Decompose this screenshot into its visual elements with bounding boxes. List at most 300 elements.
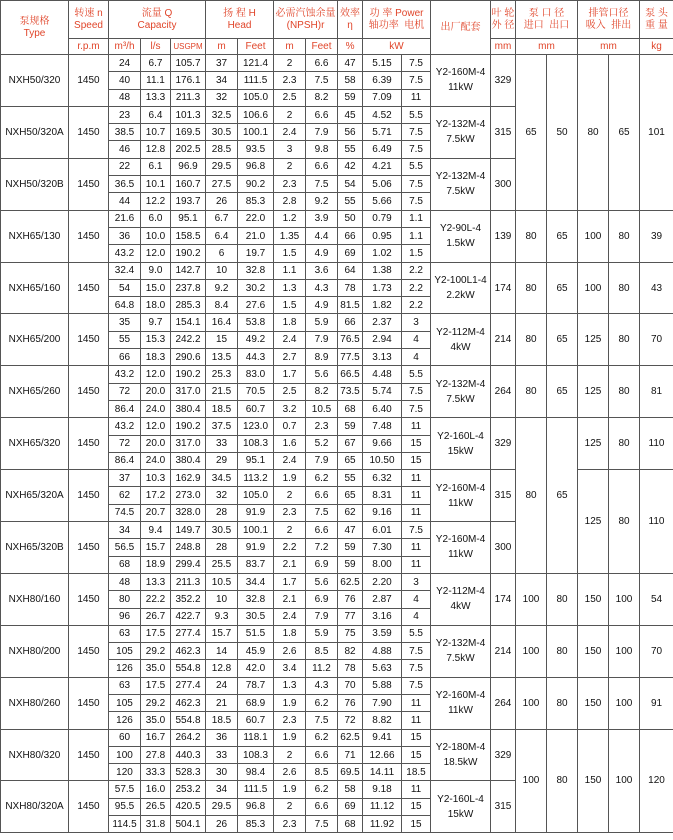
model-type: NXH80/200 (1, 625, 69, 677)
shaft-power-value: 6.39 (363, 72, 402, 89)
motor-model: Y2-132M-4 (435, 638, 486, 650)
flow-usgpm-value: 504.1 (171, 816, 206, 833)
flow-ls-value: 22.2 (141, 591, 171, 608)
motor-power-value: 15 (402, 816, 431, 833)
flow-m3h-value: 37 (109, 470, 141, 487)
impeller-value: 329 (491, 729, 516, 781)
flow-m3h-value: 55 (109, 331, 141, 348)
efficiency-value: 73.5 (338, 383, 363, 400)
head-feet-value: 105.0 (238, 487, 274, 504)
head-feet-value: 78.7 (238, 677, 274, 694)
efficiency-value: 67 (338, 435, 363, 452)
discharge-value: 80 (609, 418, 640, 470)
motor-power-value: 4 (402, 591, 431, 608)
efficiency-value: 77.5 (338, 349, 363, 366)
flow-usgpm-value: 317.0 (171, 435, 206, 452)
flow-m3h-value: 86.4 (109, 452, 141, 469)
head-m-value: 37.5 (206, 418, 238, 435)
motor-value (431, 366, 491, 418)
head-feet-value: 22.0 (238, 210, 274, 227)
efficiency-value: 59 (338, 556, 363, 573)
npsh-feet-value: 7.9 (306, 452, 338, 469)
flow-ls-value: 33.3 (141, 764, 171, 781)
efficiency-value: 75 (338, 625, 363, 642)
table-row (1, 729, 673, 746)
npsh-m-value: 2.5 (274, 89, 306, 106)
flow-m3h-value: 95.5 (109, 798, 141, 815)
suction-value: 150 (578, 625, 609, 677)
flow-m3h-value: 72 (109, 435, 141, 452)
shaft-power-value: 11.92 (363, 816, 402, 833)
speed-value: 1450 (69, 366, 109, 418)
shaft-power-value: 4.88 (363, 643, 402, 660)
motor-power-value: 11 (402, 781, 431, 798)
motor-power-value: 7.5 (402, 193, 431, 210)
npsh-feet-value: 6.6 (306, 522, 338, 539)
shaft-power-value: 1.82 (363, 297, 402, 314)
header-speed: 转速 n Speed (69, 1, 109, 39)
npsh-m-value: 2.6 (274, 764, 306, 781)
flow-m3h-value: 74.5 (109, 504, 141, 521)
npsh-feet-value: 6.6 (306, 798, 338, 815)
efficiency-value: 76.5 (338, 331, 363, 348)
shaft-power-value: 3.16 (363, 608, 402, 625)
model-type: NXH65/130 (1, 210, 69, 262)
efficiency-value: 55 (338, 141, 363, 158)
flow-usgpm-value: 142.7 (171, 262, 206, 279)
table-row (1, 418, 673, 435)
npsh-feet-value: 8.2 (306, 383, 338, 400)
npsh-feet-value: 7.9 (306, 331, 338, 348)
speed-value: 1450 (69, 677, 109, 729)
flow-ls-value: 20.0 (141, 435, 171, 452)
motor-value (431, 677, 491, 729)
motor-rating: 4kW (450, 601, 471, 613)
flow-m3h-value: 22 (109, 158, 141, 175)
npsh-feet-value: 6.2 (306, 470, 338, 487)
flow-ls-value: 29.2 (141, 643, 171, 660)
npsh-m-value: 1.8 (274, 625, 306, 642)
head-m-value: 27.5 (206, 176, 238, 193)
flow-usgpm-value: 190.2 (171, 245, 206, 262)
discharge-value: 80 (609, 210, 640, 262)
efficiency-value: 66 (338, 227, 363, 244)
flow-ls-value: 26.7 (141, 608, 171, 625)
head-feet-value: 91.9 (238, 539, 274, 556)
motor-power-value: 18.5 (402, 764, 431, 781)
npsh-m-value: 2.7 (274, 349, 306, 366)
npsh-m-value: 2.1 (274, 556, 306, 573)
flow-m3h-value: 43.2 (109, 418, 141, 435)
npsh-m-value: 1.7 (274, 573, 306, 590)
head-m-value: 28.5 (206, 141, 238, 158)
outlet-value: 80 (547, 625, 578, 677)
flow-usgpm-value: 422.7 (171, 608, 206, 625)
motor-power-value: 11 (402, 712, 431, 729)
head-feet-value: 34.4 (238, 573, 274, 590)
flow-ls-value: 12.0 (141, 245, 171, 262)
flow-m3h-value: 63 (109, 677, 141, 694)
unit-npsh-feet: Feet (306, 39, 338, 55)
inlet-value: 100 (516, 625, 547, 677)
speed-value: 1450 (69, 470, 109, 522)
outlet-value: 65 (547, 366, 578, 418)
head-m-value: 25.5 (206, 556, 238, 573)
npsh-m-value: 1.5 (274, 297, 306, 314)
head-m-value: 10.5 (206, 573, 238, 590)
head-feet-value: 90.2 (238, 176, 274, 193)
weight-value: 91 (640, 677, 673, 729)
npsh-m-value: 2.3 (274, 712, 306, 729)
shaft-power-value: 9.41 (363, 729, 402, 746)
npsh-m-value: 3.2 (274, 400, 306, 417)
unit-npsh-m: m (274, 39, 306, 55)
speed-value: 1450 (69, 158, 109, 210)
efficiency-value: 71 (338, 746, 363, 763)
npsh-feet-value: 4.4 (306, 227, 338, 244)
npsh-m-value: 1.9 (274, 470, 306, 487)
inlet-value: 65 (516, 55, 547, 211)
inlet-value: 100 (516, 677, 547, 729)
head-m-value: 14 (206, 643, 238, 660)
head-feet-value: 30.2 (238, 279, 274, 296)
head-m-value: 6 (206, 245, 238, 262)
head-feet-value: 123.0 (238, 418, 274, 435)
flow-usgpm-value: 352.2 (171, 591, 206, 608)
npsh-feet-value: 4.9 (306, 245, 338, 262)
suction-value: 150 (578, 677, 609, 729)
flow-m3h-value: 44 (109, 193, 141, 210)
motor-rating: 4kW (450, 341, 471, 353)
efficiency-value: 45 (338, 106, 363, 123)
shaft-power-value: 14.11 (363, 764, 402, 781)
flow-ls-value: 10.1 (141, 176, 171, 193)
head-m-value: 9.2 (206, 279, 238, 296)
motor-model: Y2-90L-4 (439, 223, 482, 235)
head-feet-value: 53.8 (238, 314, 274, 331)
head-m-value: 34 (206, 72, 238, 89)
flow-m3h-value: 114.5 (109, 816, 141, 833)
flow-ls-value: 12.2 (141, 193, 171, 210)
npsh-m-value: 0.7 (274, 418, 306, 435)
shaft-power-value: 12.66 (363, 746, 402, 763)
flow-ls-value: 10.0 (141, 227, 171, 244)
table-row (1, 625, 673, 642)
flow-ls-value: 16.7 (141, 729, 171, 746)
motor-power-value: 7.5 (402, 400, 431, 417)
flow-m3h-value: 48 (109, 573, 141, 590)
head-m-value: 18.5 (206, 400, 238, 417)
shaft-power-value: 4.52 (363, 106, 402, 123)
flow-ls-value: 16.0 (141, 781, 171, 798)
npsh-m-value: 2 (274, 106, 306, 123)
motor-power-value: 11 (402, 89, 431, 106)
outlet-value: 80 (547, 573, 578, 625)
efficiency-value: 68 (338, 816, 363, 833)
flow-m3h-value: 34 (109, 522, 141, 539)
head-m-value: 15 (206, 331, 238, 348)
motor-value (431, 210, 491, 262)
efficiency-value: 77 (338, 608, 363, 625)
efficiency-value: 62.5 (338, 729, 363, 746)
shaft-power-value: 8.00 (363, 556, 402, 573)
table-row (1, 314, 673, 331)
unit-head-feet: Feet (238, 39, 274, 55)
efficiency-value: 70 (338, 677, 363, 694)
unit-pipe-port: mm (578, 39, 640, 55)
motor-value (431, 314, 491, 366)
inlet-value: 80 (516, 418, 547, 574)
motor-power-value: 11 (402, 694, 431, 711)
head-m-value: 26 (206, 816, 238, 833)
flow-ls-value: 9.4 (141, 522, 171, 539)
table-row (1, 366, 673, 383)
model-type: NXH65/200 (1, 314, 69, 366)
head-feet-value: 111.5 (238, 72, 274, 89)
flow-ls-value: 20.0 (141, 383, 171, 400)
npsh-feet-value: 7.5 (306, 72, 338, 89)
motor-power-value: 7.5 (402, 643, 431, 660)
inlet-value: 80 (516, 262, 547, 314)
discharge-value: 100 (609, 677, 640, 729)
impeller-value: 300 (491, 158, 516, 210)
speed-value: 1450 (69, 418, 109, 470)
model-type: NXH50/320A (1, 106, 69, 158)
npsh-feet-value: 6.2 (306, 729, 338, 746)
shaft-power-value: 7.48 (363, 418, 402, 435)
flow-usgpm-value: 317.0 (171, 383, 206, 400)
impeller-value: 300 (491, 522, 516, 574)
head-feet-value: 44.3 (238, 349, 274, 366)
head-feet-value: 83.7 (238, 556, 274, 573)
npsh-feet-value: 7.5 (306, 712, 338, 729)
flow-m3h-value: 64.8 (109, 297, 141, 314)
efficiency-value: 42 (338, 158, 363, 175)
motor-power-value: 7.5 (402, 522, 431, 539)
efficiency-value: 66 (338, 314, 363, 331)
motor-rating: 7.5kW (446, 393, 475, 405)
discharge-value: 100 (609, 573, 640, 625)
flow-ls-value: 18.9 (141, 556, 171, 573)
head-feet-value: 91.9 (238, 504, 274, 521)
motor-value (431, 573, 491, 625)
head-feet-value: 95.1 (238, 452, 274, 469)
motor-rating: 1.5kW (446, 238, 475, 250)
head-feet-value: 27.6 (238, 297, 274, 314)
npsh-feet-value: 7.9 (306, 124, 338, 141)
efficiency-value: 62.5 (338, 573, 363, 590)
head-feet-value: 113.2 (238, 470, 274, 487)
npsh-feet-value: 6.2 (306, 694, 338, 711)
weight-value: 43 (640, 262, 673, 314)
efficiency-value: 58 (338, 781, 363, 798)
motor-model: Y2-160L-4 (437, 793, 484, 805)
motor-model: Y2-160M-4 (435, 482, 486, 494)
flow-usgpm-value: 440.3 (171, 746, 206, 763)
motor-rating: 7.5kW (446, 653, 475, 665)
head-m-value: 16.4 (206, 314, 238, 331)
inlet-value: 100 (516, 573, 547, 625)
motor-model: Y2-132M-4 (435, 378, 486, 390)
flow-m3h-value: 36.5 (109, 176, 141, 193)
impeller-value: 139 (491, 210, 516, 262)
weight-value: 101 (640, 55, 673, 211)
npsh-m-value: 2.3 (274, 504, 306, 521)
efficiency-value: 47 (338, 522, 363, 539)
weight-value: 81 (640, 366, 673, 418)
flow-ls-value: 6.1 (141, 158, 171, 175)
motor-model: Y2-132M-4 (435, 119, 486, 131)
flow-ls-value: 10.3 (141, 470, 171, 487)
header-impeller: 叶 轮 外 径 (491, 1, 516, 39)
shaft-power-value: 5.71 (363, 124, 402, 141)
speed-value: 1450 (69, 522, 109, 574)
discharge-value: 65 (609, 55, 640, 211)
npsh-m-value: 2 (274, 798, 306, 815)
npsh-m-value: 1.2 (274, 210, 306, 227)
model-type: NXH65/320B (1, 522, 69, 574)
head-feet-value: 19.7 (238, 245, 274, 262)
header-weight: 泵 头 重 量 (640, 1, 673, 39)
head-feet-value: 108.3 (238, 746, 274, 763)
head-m-value: 24 (206, 677, 238, 694)
shaft-power-value: 2.37 (363, 314, 402, 331)
motor-power-value: 15 (402, 729, 431, 746)
npsh-m-value: 2.1 (274, 591, 306, 608)
inlet-value: 100 (516, 729, 547, 833)
unit-speed: r.p.m (69, 39, 109, 55)
outlet-value: 65 (547, 262, 578, 314)
head-feet-value: 32.8 (238, 262, 274, 279)
npsh-m-value: 1.3 (274, 279, 306, 296)
motor-power-value: 7.5 (402, 176, 431, 193)
motor-value (431, 781, 491, 833)
flow-usgpm-value: 193.7 (171, 193, 206, 210)
header-efficiency: 效率 η (338, 1, 363, 39)
flow-m3h-value: 62 (109, 487, 141, 504)
flow-ls-value: 26.5 (141, 798, 171, 815)
motor-power-value: 7.5 (402, 677, 431, 694)
flow-ls-value: 17.2 (141, 487, 171, 504)
efficiency-value: 69.5 (338, 764, 363, 781)
efficiency-value: 47 (338, 55, 363, 72)
flow-usgpm-value: 162.9 (171, 470, 206, 487)
motor-power-value: 11 (402, 556, 431, 573)
npsh-feet-value: 3.9 (306, 210, 338, 227)
flow-usgpm-value: 420.5 (171, 798, 206, 815)
motor-power-value: 7.5 (402, 55, 431, 72)
shaft-power-value: 6.32 (363, 470, 402, 487)
unit-pump-port: mm (516, 39, 578, 55)
motor-rating: 2.2kW (446, 290, 475, 301)
shaft-power-value: 5.88 (363, 677, 402, 694)
speed-value: 1450 (69, 106, 109, 158)
suction-value: 100 (578, 262, 609, 314)
head-m-value: 29.5 (206, 158, 238, 175)
motor-power-value: 11 (402, 487, 431, 504)
head-feet-value: 51.5 (238, 625, 274, 642)
head-m-value: 29 (206, 452, 238, 469)
flow-usgpm-value: 248.8 (171, 539, 206, 556)
flow-ls-value: 27.8 (141, 746, 171, 763)
head-m-value: 26 (206, 193, 238, 210)
flow-m3h-value: 35 (109, 314, 141, 331)
motor-rating: 15kW (447, 445, 474, 457)
head-m-value: 10 (206, 591, 238, 608)
flow-usgpm-value: 528.3 (171, 764, 206, 781)
npsh-m-value: 1.9 (274, 729, 306, 746)
flow-usgpm-value: 190.2 (171, 366, 206, 383)
efficiency-value: 55 (338, 193, 363, 210)
head-feet-value: 30.5 (238, 608, 274, 625)
flow-usgpm-value: 176.1 (171, 72, 206, 89)
model-type: NXH65/320A (1, 470, 69, 522)
motor-value (431, 729, 491, 781)
head-feet-value: 68.9 (238, 694, 274, 711)
shaft-power-value: 5.15 (363, 55, 402, 72)
head-feet-value: 42.0 (238, 660, 274, 677)
motor-model: Y2-112M-4 (436, 586, 485, 598)
suction-value: 150 (578, 573, 609, 625)
head-m-value: 32 (206, 89, 238, 106)
head-m-value: 25.3 (206, 366, 238, 383)
table-row (1, 210, 673, 227)
motor-power-value: 11 (402, 504, 431, 521)
efficiency-value: 82 (338, 643, 363, 660)
head-feet-value: 85.3 (238, 193, 274, 210)
flow-usgpm-value: 160.7 (171, 176, 206, 193)
shaft-power-value: 1.73 (363, 279, 402, 296)
flow-ls-value: 12.8 (141, 141, 171, 158)
flow-m3h-value: 54 (109, 279, 141, 296)
head-feet-value: 60.7 (238, 400, 274, 417)
flow-m3h-value: 24 (109, 55, 141, 72)
shaft-power-value: 7.90 (363, 694, 402, 711)
suction-value: 125 (578, 470, 609, 574)
npsh-m-value: 1.35 (274, 227, 306, 244)
flow-usgpm-value: 273.0 (171, 487, 206, 504)
head-m-value: 6.4 (206, 227, 238, 244)
outlet-value: 65 (547, 210, 578, 262)
impeller-value: 315 (491, 106, 516, 158)
flow-usgpm-value: 253.2 (171, 781, 206, 798)
speed-value: 1450 (69, 262, 109, 314)
npsh-feet-value: 5.6 (306, 366, 338, 383)
motor-power-value: 1.1 (402, 210, 431, 227)
flow-usgpm-value: 149.7 (171, 522, 206, 539)
motor-value (431, 625, 491, 677)
npsh-feet-value: 6.9 (306, 556, 338, 573)
head-m-value: 33 (206, 435, 238, 452)
flow-m3h-value: 120 (109, 764, 141, 781)
suction-value: 150 (578, 729, 609, 833)
motor-model: Y2-100L1-4 (434, 275, 487, 286)
unit-weight: kg (640, 39, 673, 55)
header-pump-port: 泵 口 径 进口 出口 (516, 1, 578, 39)
npsh-m-value: 1.9 (274, 781, 306, 798)
efficiency-value: 59 (338, 539, 363, 556)
head-m-value: 30.5 (206, 124, 238, 141)
impeller-value: 214 (491, 625, 516, 677)
head-m-value: 37 (206, 55, 238, 72)
motor-power-value: 5.5 (402, 158, 431, 175)
motor-power-value: 1.1 (402, 227, 431, 244)
efficiency-value: 65 (338, 452, 363, 469)
discharge-value: 80 (609, 366, 640, 418)
speed-value: 1450 (69, 210, 109, 262)
flow-ls-value: 12.0 (141, 418, 171, 435)
weight-value: 120 (640, 729, 673, 833)
